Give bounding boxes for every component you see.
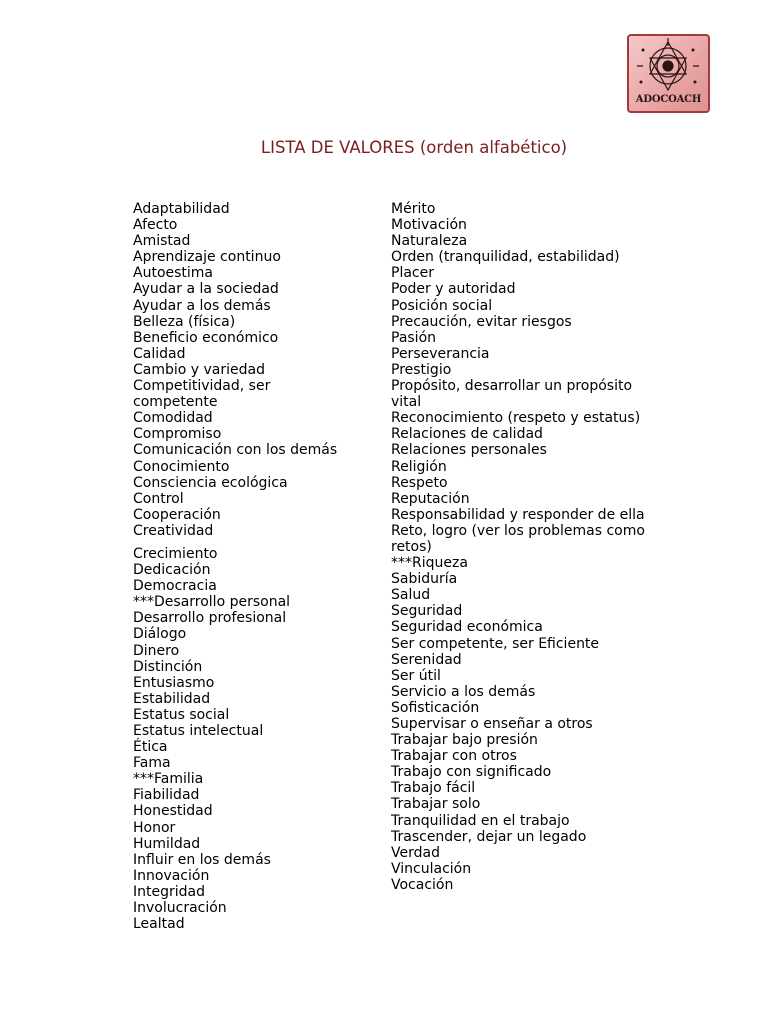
value-item: Dinero (133, 642, 180, 659)
value-item: Adaptabilidad (133, 201, 230, 217)
value-item: ***Familia (133, 771, 204, 788)
value-item: Trabajo con significado (391, 764, 552, 781)
value-item: Vocación (391, 876, 454, 893)
value-item: Propósito, desarrollar un propósito vital (391, 378, 633, 411)
value-item: Estatus intelectual (133, 723, 264, 739)
value-item: Beneficio económico (133, 329, 279, 346)
value-item: Ayudar a los demás (133, 297, 271, 314)
value-item: Naturaleza (391, 233, 468, 250)
value-item: Posición social (391, 297, 493, 314)
value-item: Calidad (133, 345, 186, 362)
value-item: Prestigio (391, 361, 452, 378)
value-item: Estatus social (133, 706, 230, 723)
value-item: Relaciones personales (391, 442, 547, 459)
value-item: Servicio a los demás (391, 683, 536, 700)
value-item: Trabajar con otros (391, 748, 517, 765)
value-item: Verdad (391, 844, 440, 861)
value-item: Aprendizaje continuo (133, 249, 281, 266)
value-item: Relaciones de calidad (391, 426, 543, 443)
value-item: Reconocimiento (respeto y estatus) (391, 410, 641, 427)
value-item: Humildad (133, 835, 201, 852)
values-list-right (391, 201, 681, 893)
value-item: Consciencia ecológica (133, 474, 288, 491)
value-item: Precaución, evitar riesgos (391, 313, 572, 330)
value-item: Innovación (133, 867, 210, 884)
value-item: Honor (133, 819, 176, 836)
value-item: Sabiduría (391, 571, 458, 588)
value-item: Trabajo fácil (391, 780, 476, 797)
value-item: Competitividad, ser competente (133, 378, 271, 411)
value-item: Supervisar o enseñar a otros (391, 716, 593, 732)
value-item: Ser competente, ser Eficiente (391, 635, 600, 652)
value-item: Cambio y variedad (133, 361, 265, 378)
value-item: Ética (133, 739, 168, 756)
value-item: Influir en los demás (133, 851, 271, 868)
value-item: Amistad (133, 233, 191, 250)
value-item: Respeto (391, 474, 448, 491)
value-item: Crecimiento (133, 545, 218, 562)
value-item: Placer (391, 265, 434, 282)
value-item: Vinculación (391, 860, 472, 877)
value-item: Honestidad (133, 803, 213, 820)
value-item: Fiabilidad (133, 787, 200, 804)
value-item: Estabilidad (133, 690, 211, 707)
value-item: Entusiasmo (133, 674, 215, 691)
value-item: Diálogo (133, 626, 187, 643)
value-item: Involucración (133, 900, 227, 917)
value-item: Control (133, 490, 184, 507)
value-item: Belleza (física) (133, 313, 236, 330)
value-item: Mérito (391, 201, 436, 217)
value-item: Desarrollo profesional (133, 610, 287, 627)
value-item: Comodidad (133, 410, 213, 427)
value-item: ***Riqueza (391, 555, 468, 572)
value-item: Autoestima (133, 265, 214, 282)
value-item: Integridad (133, 883, 205, 900)
value-item: Reto, logro (ver los problemas como retos) (391, 522, 645, 555)
value-item: Lealtad (133, 916, 185, 933)
value-item: Trascender, dejar un legado (391, 828, 587, 845)
page-title: LISTA DE VALORES (orden alfabético) (260, 138, 568, 157)
value-item: Trabajar bajo presión (391, 732, 538, 749)
value-item: Responsabilidad y responder de ella (391, 506, 645, 523)
value-item: Religión (391, 458, 447, 475)
value-item: Orden (tranquilidad, estabilidad) (391, 249, 620, 266)
value-item: Comunicación con los demás (133, 442, 338, 459)
value-item: Fama (133, 755, 171, 772)
value-item: Seguridad económica (391, 619, 543, 636)
value-item: ***Desarrollo personal (133, 594, 291, 611)
value-item: Distinción (133, 658, 203, 675)
value-item: Serenidad (391, 651, 462, 668)
value-item: Poder y autoridad (391, 281, 516, 298)
value-item: Pasión (391, 329, 437, 346)
value-item: Reputación (391, 490, 470, 507)
value-item: Trabajar solo (391, 796, 481, 813)
value-item: Compromiso (133, 426, 222, 443)
logo-text: ADOCOACH (635, 94, 702, 105)
adocoach-logo (627, 34, 710, 113)
value-item: Cooperación (133, 506, 221, 523)
value-item: Perseverancia (391, 345, 490, 362)
value-item: Seguridad (391, 603, 463, 620)
value-item: Salud (391, 587, 431, 604)
value-item: Afecto (133, 217, 178, 234)
value-item: Ser útil (391, 667, 441, 684)
value-item: Creatividad (133, 522, 214, 539)
value-item: Dedicación (133, 562, 211, 579)
value-item: Motivación (391, 217, 467, 234)
value-item: Democracia (133, 578, 217, 595)
value-item: Ayudar a la sociedad (133, 281, 279, 298)
value-item: Sofisticación (391, 699, 480, 716)
value-item: Tranquilidad en el trabajo (391, 812, 570, 829)
value-item: Conocimiento (133, 458, 230, 475)
values-list-left (133, 201, 373, 932)
